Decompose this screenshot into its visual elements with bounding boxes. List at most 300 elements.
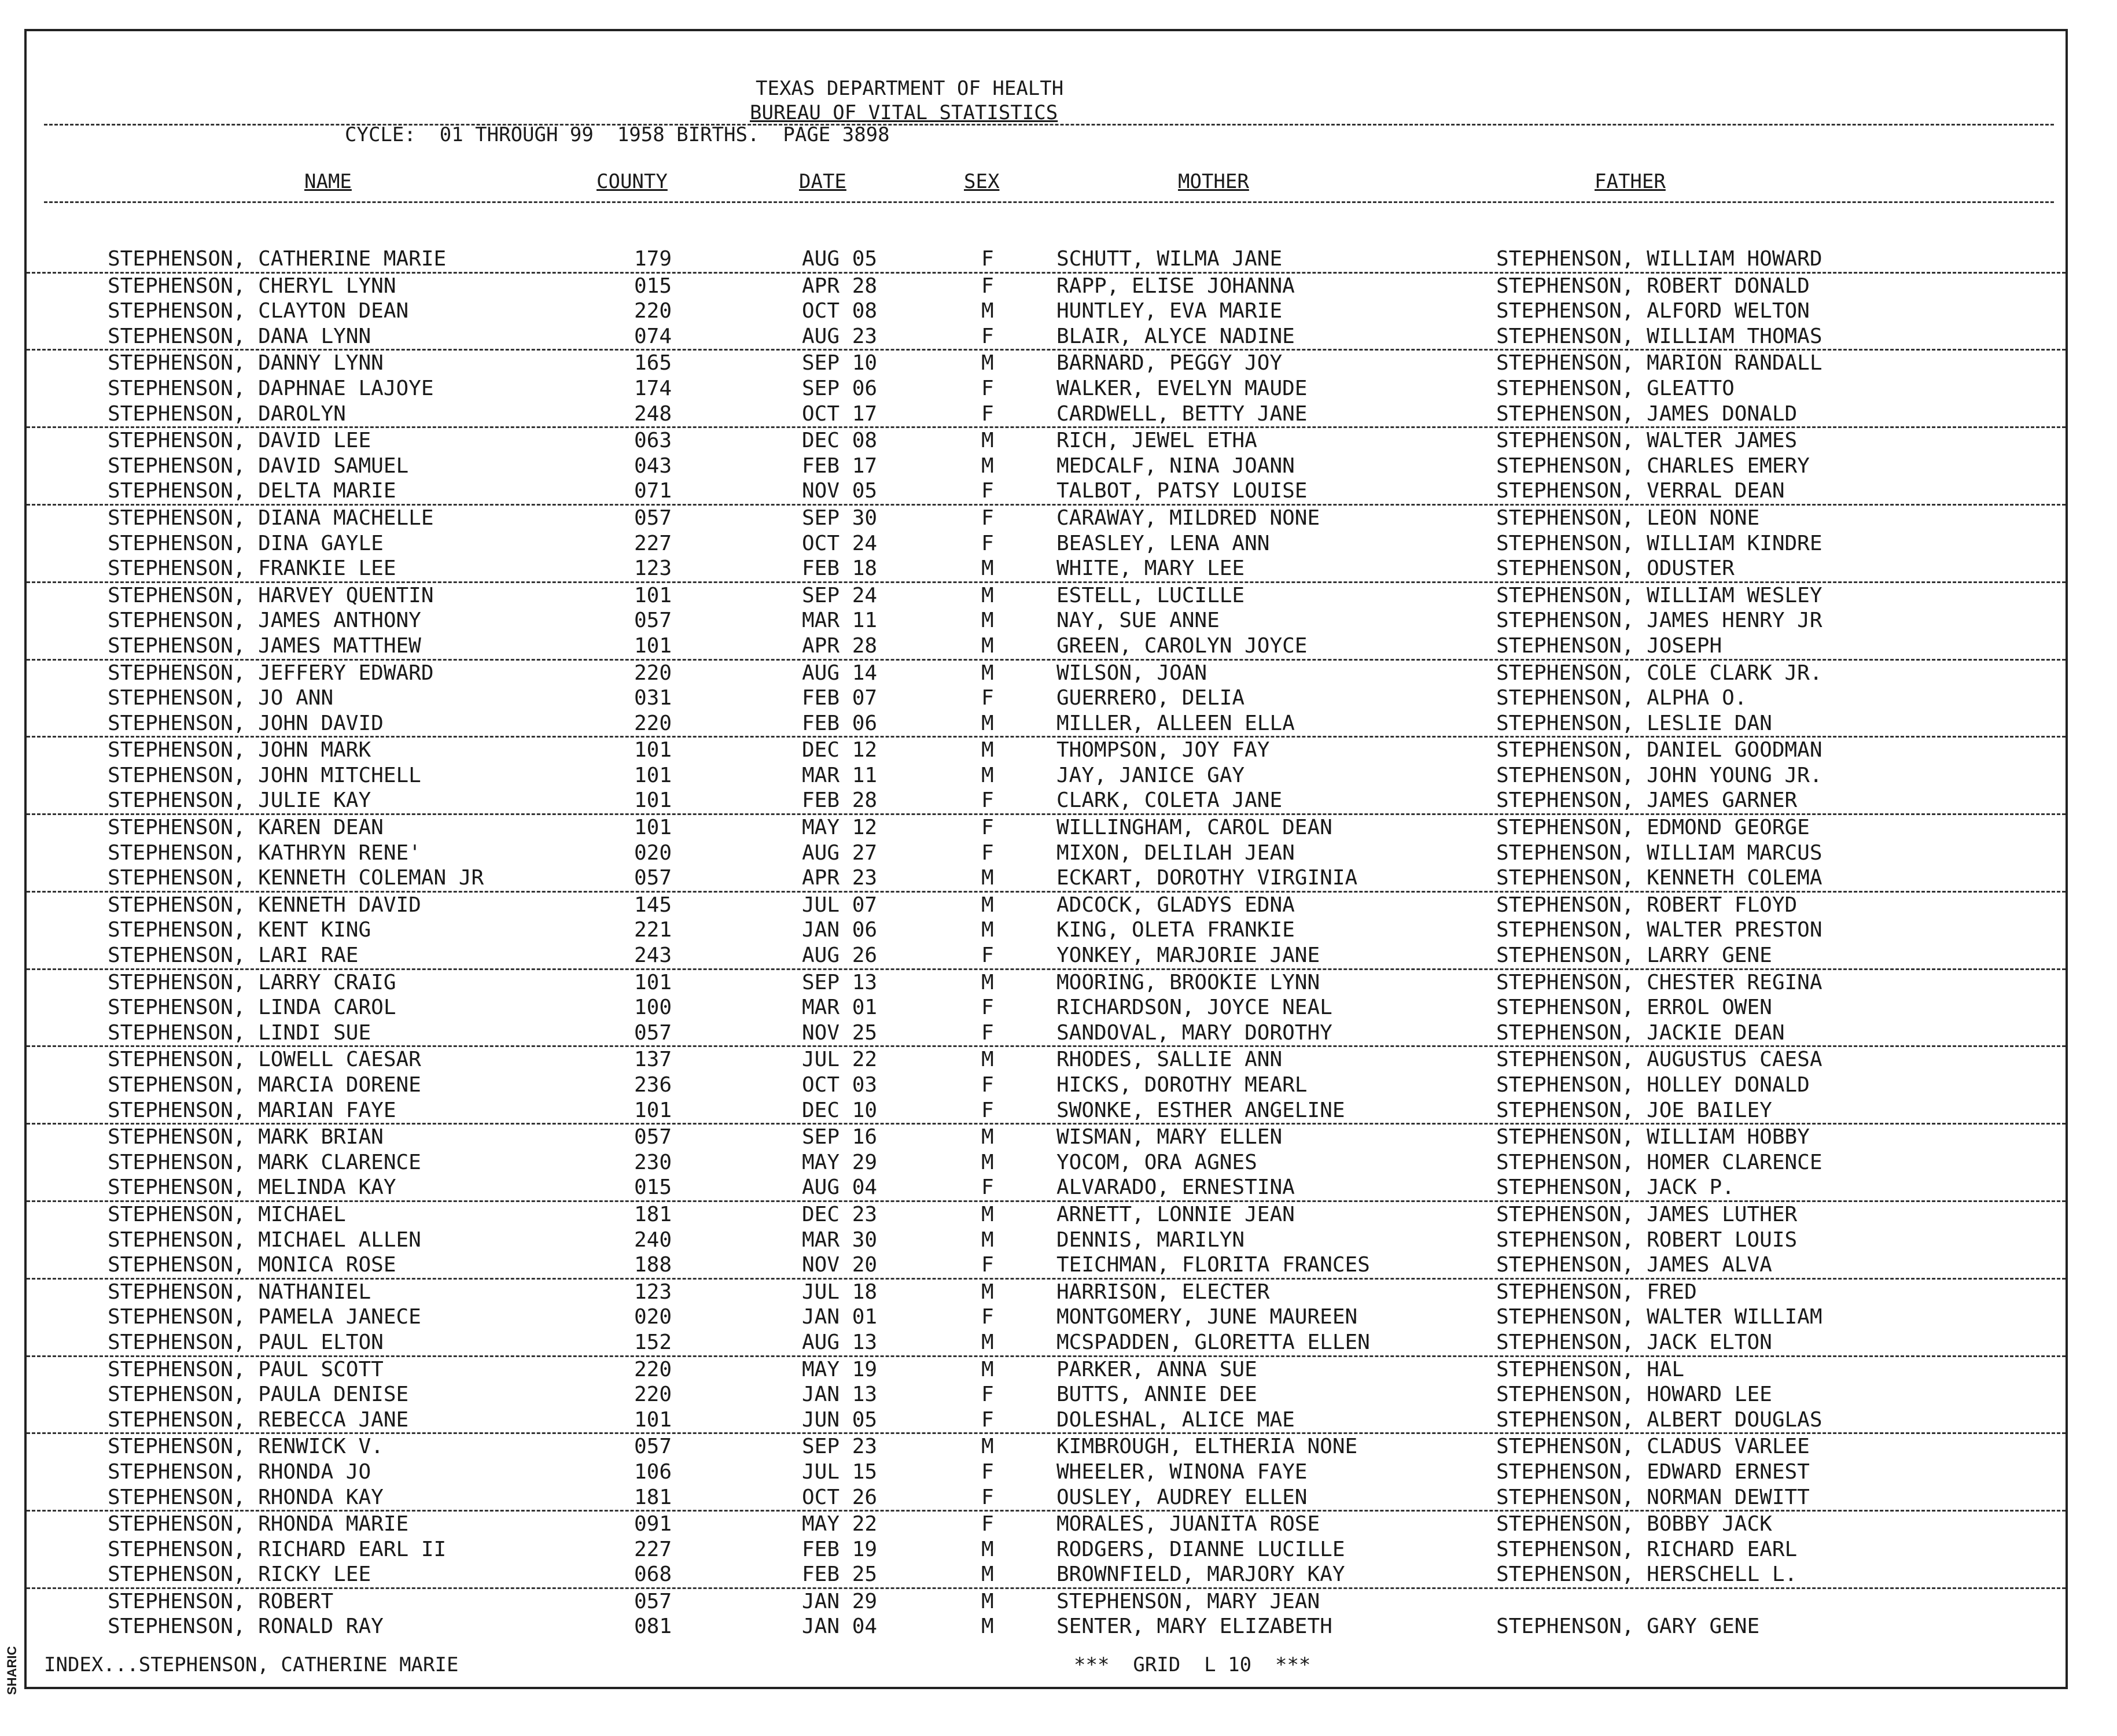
cell-father: STEPHENSON, WILLIAM WESLEY	[1496, 583, 1823, 607]
cell-county: 057	[634, 506, 672, 530]
cell-father: STEPHENSON, WILLIAM HOBBY	[1496, 1125, 1810, 1149]
cell-sex: F	[981, 531, 994, 555]
cell-mother: SENTER, MARY ELIZABETH	[1056, 1615, 1332, 1639]
table-row	[27, 1047, 2066, 1072]
table-row	[27, 1125, 2066, 1150]
table-row	[27, 1304, 2066, 1330]
cell-date: OCT 08	[802, 299, 878, 323]
cell-name: STEPHENSON, DANNY LYNN	[108, 351, 384, 375]
cell-county: 057	[634, 866, 672, 890]
cell-sex: F	[981, 506, 994, 530]
cell-date: AUG 05	[802, 247, 878, 271]
cell-date: JAN 04	[802, 1615, 878, 1639]
cell-date: SEP 24	[802, 583, 878, 607]
column-header-date: DATE	[799, 170, 846, 193]
column-header-divider	[44, 201, 2054, 203]
cell-father: STEPHENSON, LESLIE DAN	[1496, 711, 1772, 735]
cell-name: STEPHENSON, CHERYL LYNN	[108, 274, 396, 298]
cell-sex: F	[981, 1073, 994, 1097]
cell-date: FEB 28	[802, 788, 878, 813]
cell-sex: F	[981, 1020, 994, 1045]
cell-date: MAR 01	[802, 996, 878, 1020]
cell-father: STEPHENSON, BOBBY JACK	[1496, 1512, 1772, 1536]
cell-date: JAN 29	[802, 1589, 878, 1613]
cell-date: MAR 11	[802, 763, 878, 787]
cell-county: 015	[634, 274, 672, 298]
cell-name: STEPHENSON, KENNETH DAVID	[108, 893, 421, 917]
cell-father: STEPHENSON, DANIEL GOODMAN	[1496, 738, 1823, 762]
bureau-title: BUREAU OF VITAL STATISTICS	[750, 101, 1058, 124]
cell-mother: HARRISON, ELECTER	[1056, 1280, 1270, 1304]
cell-mother: HUNTLEY, EVA MARIE	[1056, 299, 1283, 323]
cell-mother: WHEELER, WINONA FAYE	[1056, 1459, 1308, 1484]
cell-father: STEPHENSON, HERSCHELL L.	[1496, 1562, 1798, 1587]
cell-father: STEPHENSON, AUGUSTUS CAESA	[1496, 1048, 1823, 1072]
cell-mother: BLAIR, ALYCE NADINE	[1056, 324, 1295, 348]
cell-name: STEPHENSON, RICHARD EARL II	[108, 1537, 447, 1561]
table-row	[27, 1020, 2066, 1048]
cell-county: 221	[634, 918, 672, 942]
cell-date: SEP 06	[802, 376, 878, 400]
cell-sex: M	[981, 1048, 994, 1072]
cell-county: 101	[634, 970, 672, 994]
table-row	[27, 917, 2066, 943]
cell-name: STEPHENSON, JAMES ANTHONY	[108, 609, 421, 633]
agency-title: TEXAS DEPARTMENT OF HEALTH	[756, 77, 1064, 100]
cell-county: 100	[634, 996, 672, 1020]
cell-date: MAR 30	[802, 1228, 878, 1252]
cell-name: STEPHENSON, CATHERINE MARIE	[108, 247, 447, 271]
cell-date: AUG 27	[802, 841, 878, 865]
cell-name: STEPHENSON, JOHN MARK	[108, 738, 371, 762]
cell-name: STEPHENSON, MARCIA DORENE	[108, 1073, 421, 1097]
table-row	[27, 298, 2066, 324]
cell-mother: BEASLEY, LENA ANN	[1056, 531, 1270, 555]
cell-date: NOV 25	[802, 1020, 878, 1045]
cell-county: 188	[634, 1253, 672, 1277]
cell-mother: TALBOT, PATSY LOUISE	[1056, 479, 1308, 503]
cell-sex: F	[981, 1253, 994, 1277]
cell-mother: WALKER, EVELYN MAUDE	[1056, 376, 1308, 400]
cell-sex: F	[981, 996, 994, 1020]
cell-sex: M	[981, 738, 994, 762]
cell-county: 137	[634, 1048, 672, 1072]
cell-name: STEPHENSON, DAPHNAE LAJOYE	[108, 376, 434, 400]
cell-county: 220	[634, 1357, 672, 1381]
cell-county: 106	[634, 1459, 672, 1484]
cell-county: 145	[634, 893, 672, 917]
cell-father: STEPHENSON, FRED	[1496, 1280, 1697, 1304]
table-row	[27, 943, 2066, 970]
cell-name: STEPHENSON, JO ANN	[108, 686, 334, 710]
cell-sex: F	[981, 1305, 994, 1329]
cell-father: STEPHENSON, WILLIAM KINDRE	[1496, 531, 1823, 555]
cell-name: STEPHENSON, DAVID SAMUEL	[108, 454, 409, 478]
cell-father: STEPHENSON, WILLIAM HOWARD	[1496, 247, 1823, 271]
cell-sex: M	[981, 1562, 994, 1587]
cell-name: STEPHENSON, HARVEY QUENTIN	[108, 583, 434, 607]
cell-mother: MONTGOMERY, JUNE MAUREEN	[1056, 1305, 1358, 1329]
cell-date: MAY 19	[802, 1357, 878, 1381]
cell-county: 220	[634, 661, 672, 685]
cell-county: 230	[634, 1150, 672, 1174]
cell-sex: M	[981, 1280, 994, 1304]
table-row	[27, 661, 2066, 686]
cell-sex: M	[981, 970, 994, 994]
cell-county: 068	[634, 1562, 672, 1587]
grid-label: *** GRID L 10 ***	[1074, 1653, 1311, 1676]
cell-father: STEPHENSON, GLEATTO	[1496, 376, 1735, 400]
cell-father: STEPHENSON, ERROL OWEN	[1496, 996, 1772, 1020]
table-row	[27, 1537, 2066, 1562]
cell-date: DEC 23	[802, 1202, 878, 1226]
cycle-line: CYCLE: 01 THROUGH 99 1958 BIRTHS. PAGE 3898	[345, 123, 890, 146]
cell-county: 057	[634, 609, 672, 633]
cell-date: JAN 06	[802, 918, 878, 942]
cell-father: STEPHENSON, COLE CLARK JR.	[1496, 661, 1823, 685]
cell-county: 220	[634, 1383, 672, 1407]
cell-mother: CLARK, COLETA JANE	[1056, 788, 1283, 813]
cell-name: STEPHENSON, MARK CLARENCE	[108, 1150, 421, 1174]
table-row	[27, 376, 2066, 401]
cell-date: MAR 11	[802, 609, 878, 633]
cell-sex: M	[981, 1125, 994, 1149]
cell-mother: TEICHMAN, FLORITA FRANCES	[1056, 1253, 1370, 1277]
table-row	[27, 711, 2066, 738]
table-row	[27, 1202, 2066, 1228]
cell-mother: STEPHENSON, MARY JEAN	[1056, 1589, 1320, 1613]
cell-date: FEB 25	[802, 1562, 878, 1587]
table-row	[27, 1280, 2066, 1305]
cell-date: DEC 08	[802, 429, 878, 453]
cell-mother: KING, OLETA FRANKIE	[1056, 918, 1295, 942]
cell-father: STEPHENSON, ROBERT DONALD	[1496, 274, 1810, 298]
cell-county: 031	[634, 686, 672, 710]
cell-county: 220	[634, 299, 672, 323]
table-row	[27, 246, 2066, 274]
cell-date: FEB 07	[802, 686, 878, 710]
cell-father: STEPHENSON, JAMES LUTHER	[1496, 1202, 1798, 1226]
cell-sex: F	[981, 943, 994, 968]
cell-mother: RAPP, ELISE JOHANNA	[1056, 274, 1295, 298]
cell-sex: F	[981, 274, 994, 298]
table-row	[27, 1407, 2066, 1435]
cell-name: STEPHENSON, DELTA MARIE	[108, 479, 396, 503]
column-header-mother: MOTHER	[1178, 170, 1249, 193]
cell-county: 057	[634, 1125, 672, 1149]
cell-date: SEP 16	[802, 1125, 878, 1149]
table-row	[27, 995, 2066, 1020]
cell-name: STEPHENSON, JAMES MATTHEW	[108, 633, 421, 658]
cell-sex: F	[981, 1407, 994, 1432]
cell-sex: M	[981, 429, 994, 453]
cell-date: NOV 05	[802, 479, 878, 503]
cell-name: STEPHENSON, DINA GAYLE	[108, 531, 384, 555]
cell-sex: M	[981, 866, 994, 890]
cell-mother: HICKS, DOROTHY MEARL	[1056, 1073, 1308, 1097]
table-row	[27, 401, 2066, 429]
table-row	[27, 633, 2066, 661]
cell-county: 220	[634, 711, 672, 735]
cell-father: STEPHENSON, JAMES ALVA	[1496, 1253, 1772, 1277]
cell-name: STEPHENSON, CLAYTON DEAN	[108, 299, 409, 323]
cell-date: APR 28	[802, 274, 878, 298]
cell-county: 181	[634, 1485, 672, 1509]
cell-county: 101	[634, 1407, 672, 1432]
cell-father: STEPHENSON, JOHN YOUNG JR.	[1496, 763, 1823, 787]
cell-mother: BROWNFIELD, MARJORY KAY	[1056, 1562, 1345, 1587]
cell-sex: M	[981, 583, 994, 607]
cell-date: AUG 23	[802, 324, 878, 348]
cell-father: STEPHENSON, JOE BAILEY	[1496, 1098, 1772, 1122]
table-row	[27, 1485, 2066, 1512]
table-row	[27, 1614, 2066, 1639]
cell-mother: YOCOM, ORA AGNES	[1056, 1150, 1257, 1174]
cell-county: 020	[634, 841, 672, 865]
table-row	[27, 788, 2066, 815]
cell-county: 071	[634, 479, 672, 503]
table-row	[27, 1357, 2066, 1383]
table-row	[27, 1562, 2066, 1589]
cell-date: OCT 03	[802, 1073, 878, 1097]
cell-name: STEPHENSON, LOWELL CAESAR	[108, 1048, 421, 1072]
cell-name: STEPHENSON, JOHN DAVID	[108, 711, 384, 735]
cell-father: STEPHENSON, VERRAL DEAN	[1496, 479, 1785, 503]
cell-county: 101	[634, 1098, 672, 1122]
cell-mother: SANDOVAL, MARY DOROTHY	[1056, 1020, 1332, 1045]
cell-name: STEPHENSON, KATHRYN RENE'	[108, 841, 421, 865]
cell-date: JAN 01	[802, 1305, 878, 1329]
cell-father: STEPHENSON, WALTER PRESTON	[1496, 918, 1823, 942]
cell-father: STEPHENSON, JAMES HENRY JR	[1496, 609, 1823, 633]
cell-father: STEPHENSON, WILLIAM THOMAS	[1496, 324, 1823, 348]
cell-mother: WILSON, JOAN	[1056, 661, 1207, 685]
cell-father: STEPHENSON, RICHARD EARL	[1496, 1537, 1798, 1561]
cell-name: STEPHENSON, DANA LYNN	[108, 324, 371, 348]
cell-date: AUG 14	[802, 661, 878, 685]
cell-date: OCT 17	[802, 401, 878, 426]
cell-mother: MCSPADDEN, GLORETTA ELLEN	[1056, 1330, 1370, 1354]
cell-date: SEP 23	[802, 1435, 878, 1459]
footer	[44, 1647, 2054, 1676]
table-row	[27, 1330, 2066, 1357]
cell-sex: M	[981, 1228, 994, 1252]
cell-mother: ECKART, DOROTHY VIRGINIA	[1056, 866, 1358, 890]
column-header-sex: SEX	[964, 170, 1000, 193]
cell-name: STEPHENSON, LARRY CRAIG	[108, 970, 396, 994]
cell-sex: M	[981, 1435, 994, 1459]
cell-sex: M	[981, 556, 994, 581]
cell-sex: M	[981, 1330, 994, 1354]
cell-mother: ESTELL, LUCILLE	[1056, 583, 1245, 607]
cell-mother: ARNETT, LONNIE JEAN	[1056, 1202, 1295, 1226]
cell-name: STEPHENSON, RHONDA JO	[108, 1459, 371, 1484]
cell-father: STEPHENSON, EDMOND GEORGE	[1496, 816, 1810, 840]
cell-mother: MILLER, ALLEEN ELLA	[1056, 711, 1295, 735]
cell-name: STEPHENSON, KAREN DEAN	[108, 816, 384, 840]
cell-date: NOV 20	[802, 1253, 878, 1277]
cell-mother: KIMBROUGH, ELTHERIA NONE	[1056, 1435, 1358, 1459]
cell-county: 057	[634, 1589, 672, 1613]
cell-name: STEPHENSON, REBECCA JANE	[108, 1407, 409, 1432]
cell-name: STEPHENSON, PAUL SCOTT	[108, 1357, 384, 1381]
cell-county: 063	[634, 429, 672, 453]
table-row	[27, 608, 2066, 633]
cell-date: MAY 29	[802, 1150, 878, 1174]
cell-mother: YONKEY, MARJORIE JANE	[1056, 943, 1320, 968]
cell-sex: F	[981, 1098, 994, 1122]
cell-sex: M	[981, 351, 994, 375]
cell-county: 181	[634, 1202, 672, 1226]
cell-date: FEB 06	[802, 711, 878, 735]
cell-mother: THOMPSON, JOY FAY	[1056, 738, 1270, 762]
cell-name: STEPHENSON, KENNETH COLEMAN JR	[108, 866, 484, 890]
cell-mother: GREEN, CAROLYN JOYCE	[1056, 633, 1308, 658]
cell-county: 227	[634, 1537, 672, 1561]
cell-sex: F	[981, 1485, 994, 1509]
cell-name: STEPHENSON, JULIE KAY	[108, 788, 371, 813]
cell-sex: M	[981, 1150, 994, 1174]
cell-county: 091	[634, 1512, 672, 1536]
table-row	[27, 531, 2066, 556]
cell-father: STEPHENSON, LARRY GENE	[1496, 943, 1772, 968]
cell-county: 101	[634, 738, 672, 762]
cell-mother: RICHARDSON, JOYCE NEAL	[1056, 996, 1332, 1020]
cell-sex: F	[981, 479, 994, 503]
cell-father: STEPHENSON, EDWARD ERNEST	[1496, 1459, 1810, 1484]
cell-name: STEPHENSON, RONALD RAY	[108, 1615, 384, 1639]
column-header-name: NAME	[304, 170, 352, 193]
cell-mother: MORALES, JUANITA ROSE	[1056, 1512, 1320, 1536]
cell-county: 020	[634, 1305, 672, 1329]
cell-county: 074	[634, 324, 672, 348]
cell-sex: F	[981, 686, 994, 710]
cell-sex: M	[981, 633, 994, 658]
cell-sex: M	[981, 1537, 994, 1561]
table-row	[27, 324, 2066, 351]
cell-date: JUL 22	[802, 1048, 878, 1072]
cell-father: STEPHENSON, ROBERT LOUIS	[1496, 1228, 1798, 1252]
cell-date: DEC 10	[802, 1098, 878, 1122]
cell-sex: M	[981, 454, 994, 478]
cell-mother: WHITE, MARY LEE	[1056, 556, 1245, 581]
cell-mother: MIXON, DELILAH JEAN	[1056, 841, 1295, 865]
cell-name: STEPHENSON, LINDI SUE	[108, 1020, 371, 1045]
cell-county: 081	[634, 1615, 672, 1639]
cell-county: 152	[634, 1330, 672, 1354]
cell-date: APR 23	[802, 866, 878, 890]
cell-sex: F	[981, 1175, 994, 1200]
cell-name: STEPHENSON, PAUL ELTON	[108, 1330, 384, 1354]
cell-name: STEPHENSON, RHONDA MARIE	[108, 1512, 409, 1536]
cell-date: APR 28	[802, 633, 878, 658]
table-row	[27, 351, 2066, 376]
cell-name: STEPHENSON, FRANKIE LEE	[108, 556, 396, 581]
cell-name: STEPHENSON, PAULA DENISE	[108, 1383, 409, 1407]
cell-date: SEP 30	[802, 506, 878, 530]
cell-date: JUN 05	[802, 1407, 878, 1432]
table-row	[27, 685, 2066, 711]
cell-name: STEPHENSON, NATHANIEL	[108, 1280, 371, 1304]
cell-sex: M	[981, 711, 994, 735]
cell-father: STEPHENSON, HOMER CLARENCE	[1496, 1150, 1823, 1174]
cell-date: OCT 24	[802, 531, 878, 555]
table-row	[27, 1512, 2066, 1537]
cell-date: MAY 12	[802, 816, 878, 840]
cell-county: 240	[634, 1228, 672, 1252]
cell-name: STEPHENSON, ROBERT	[108, 1589, 334, 1613]
cell-mother: RODGERS, DIANNE LUCILLE	[1056, 1537, 1345, 1561]
table-row	[27, 583, 2066, 609]
cell-sex: M	[981, 893, 994, 917]
cell-sex: M	[981, 1615, 994, 1639]
cell-date: FEB 18	[802, 556, 878, 581]
cell-mother: ADCOCK, GLADYS EDNA	[1056, 893, 1295, 917]
cell-county: 057	[634, 1435, 672, 1459]
cell-date: DEC 12	[802, 738, 878, 762]
cell-father: STEPHENSON, ALBERT DOUGLAS	[1496, 1407, 1823, 1432]
cell-father: STEPHENSON, WALTER JAMES	[1496, 429, 1798, 453]
table-row	[27, 478, 2066, 506]
cell-name: STEPHENSON, LINDA CAROL	[108, 996, 396, 1020]
cell-county: 248	[634, 401, 672, 426]
table-row	[27, 1589, 2066, 1615]
cell-sex: F	[981, 1512, 994, 1536]
cell-county: 015	[634, 1175, 672, 1200]
cell-sex: F	[981, 841, 994, 865]
cell-mother: CARAWAY, MILDRED NONE	[1056, 506, 1320, 530]
table-row	[27, 970, 2066, 996]
cell-mother: ALVARADO, ERNESTINA	[1056, 1175, 1295, 1200]
cell-mother: WISMAN, MARY ELLEN	[1056, 1125, 1283, 1149]
cell-mother: DENNIS, MARILYN	[1056, 1228, 1245, 1252]
cell-sex: M	[981, 763, 994, 787]
cell-date: FEB 17	[802, 454, 878, 478]
cell-father: STEPHENSON, HOWARD LEE	[1496, 1383, 1772, 1407]
table-row	[27, 815, 2066, 841]
cell-sex: M	[981, 1357, 994, 1381]
table-row	[27, 841, 2066, 866]
cell-sex: F	[981, 376, 994, 400]
cell-mother: CARDWELL, BETTY JANE	[1056, 401, 1308, 426]
cell-county: 101	[634, 788, 672, 813]
cell-sex: M	[981, 1589, 994, 1613]
cell-county: 165	[634, 351, 672, 375]
cell-mother: SWONKE, ESTHER ANGELINE	[1056, 1098, 1345, 1122]
cell-father: STEPHENSON, CHESTER REGINA	[1496, 970, 1823, 994]
cell-county: 101	[634, 763, 672, 787]
table-row	[27, 1434, 2066, 1459]
cell-father: STEPHENSON, JACK ELTON	[1496, 1330, 1772, 1354]
table-row	[27, 274, 2066, 299]
table-row	[27, 428, 2066, 454]
cell-sex: F	[981, 247, 994, 271]
table-row	[27, 1228, 2066, 1253]
birth-records-table	[27, 246, 2066, 1639]
table-row	[27, 738, 2066, 763]
cell-sex: F	[981, 816, 994, 840]
cell-name: STEPHENSON, RENWICK V.	[108, 1435, 384, 1459]
table-row	[27, 1072, 2066, 1098]
cell-name: STEPHENSON, KENT KING	[108, 918, 371, 942]
table-row	[27, 454, 2066, 479]
cell-name: STEPHENSON, MARIAN FAYE	[108, 1098, 396, 1122]
cell-sex: F	[981, 1383, 994, 1407]
cell-father: STEPHENSON, LEON NONE	[1496, 506, 1760, 530]
cell-name: STEPHENSON, MELINDA KAY	[108, 1175, 396, 1200]
cell-mother: WILLINGHAM, CAROL DEAN	[1056, 816, 1332, 840]
cell-mother: RICH, JEWEL ETHA	[1056, 429, 1257, 453]
